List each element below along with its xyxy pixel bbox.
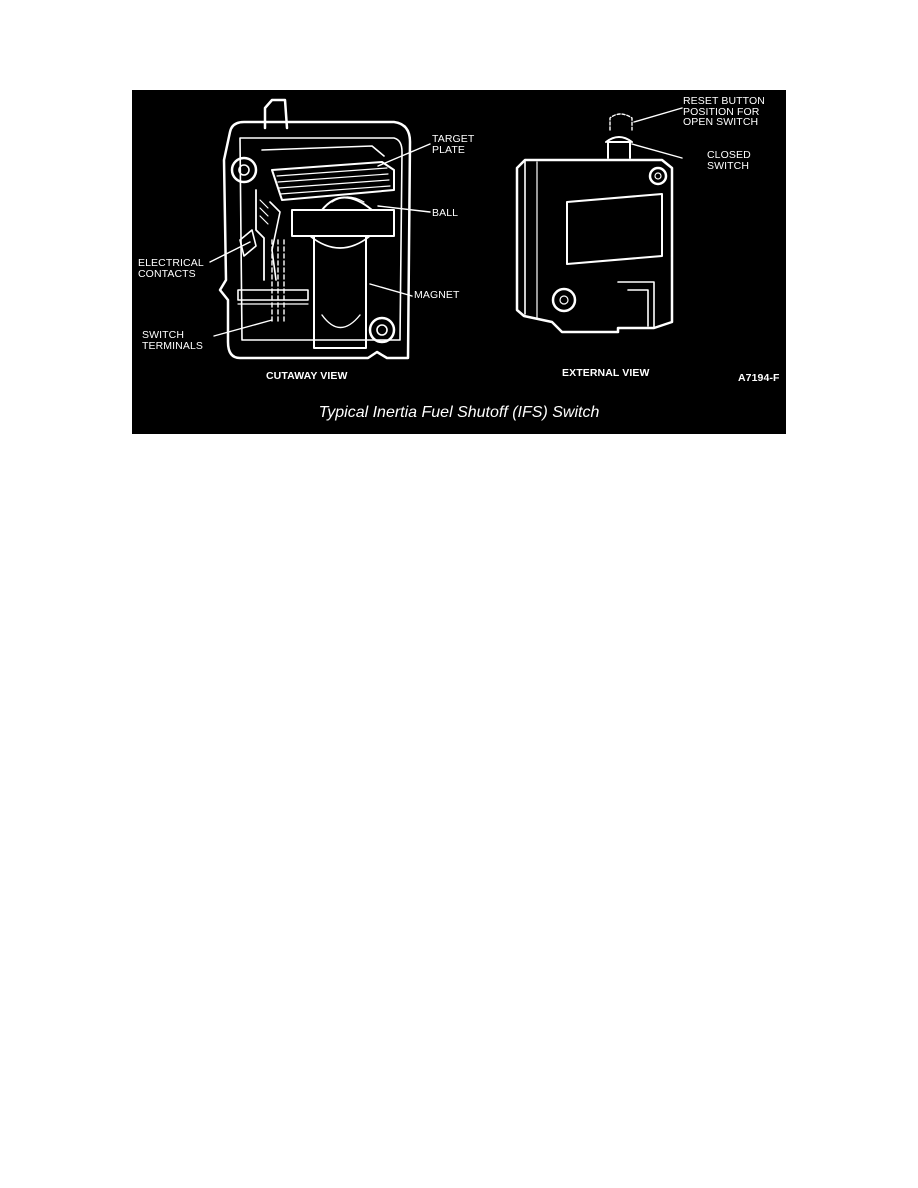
label-electrical-contacts: ELECTRICAL CONTACTS bbox=[138, 257, 204, 280]
label-closed-switch: CLOSED SWITCH bbox=[707, 149, 751, 172]
label-cutaway-view: CUTAWAY VIEW bbox=[266, 370, 348, 382]
magnet bbox=[310, 236, 370, 348]
cutaway-slot bbox=[238, 290, 308, 304]
label-target-plate: TARGET PLATE bbox=[432, 133, 475, 156]
label-ball: BALL bbox=[432, 207, 459, 219]
label-magnet: MAGNET bbox=[414, 289, 460, 301]
label-reset-button: RESET BUTTON POSITION FOR OPEN SWITCH bbox=[683, 95, 765, 128]
label-external-view: EXTERNAL VIEW bbox=[562, 367, 650, 379]
ifs-switch-illustration bbox=[132, 90, 786, 434]
target-plate bbox=[262, 146, 394, 200]
switch-terminals bbox=[272, 240, 284, 322]
figure-caption: Typical Inertia Fuel Shutoff (IFS) Switch bbox=[318, 404, 600, 421]
label-figure-id: A7194-F bbox=[738, 372, 780, 384]
electrical-contacts bbox=[240, 190, 280, 280]
label-switch-terminals: SWITCH TERMINALS bbox=[142, 329, 203, 352]
external-housing bbox=[517, 160, 672, 332]
ball-assembly bbox=[292, 197, 394, 236]
reset-button bbox=[606, 114, 632, 158]
